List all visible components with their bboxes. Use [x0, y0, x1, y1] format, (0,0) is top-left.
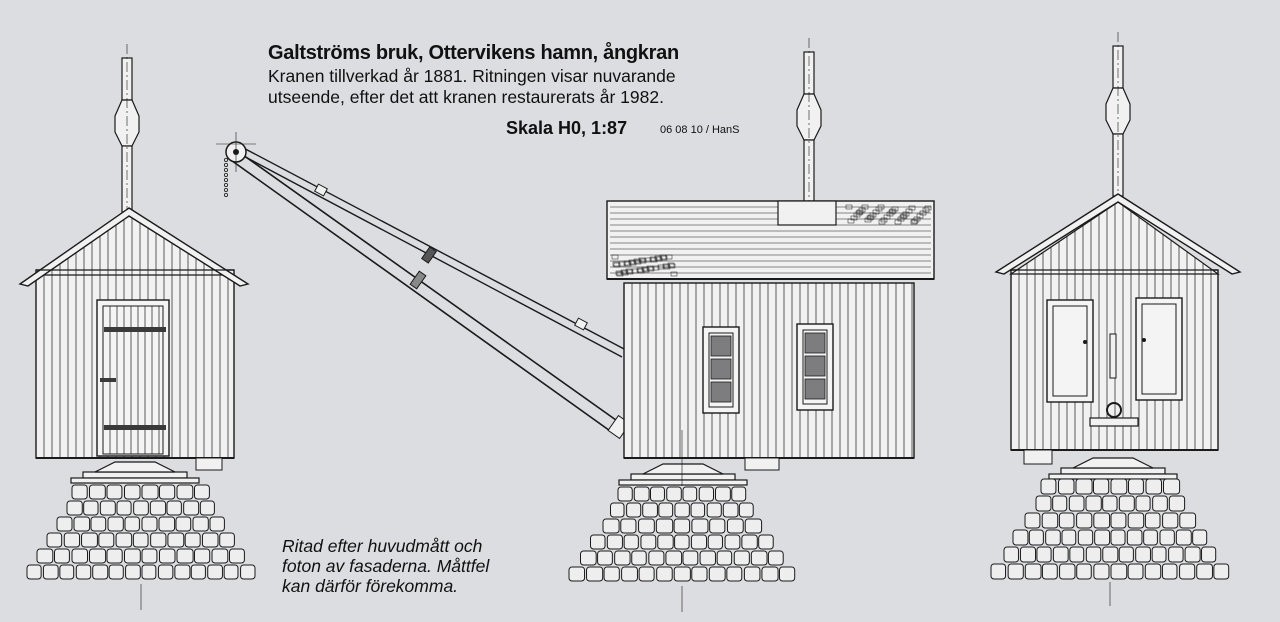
left-house [20, 208, 248, 470]
crane-jib [216, 132, 630, 438]
subtitle-line-1: Kranen tillverkad år 1881. Ritningen visar nuvarande [268, 66, 676, 86]
left-pedestal [27, 485, 255, 579]
subtitle-line-2: utseende, efter det att kranen restaurerats år 1982. [268, 87, 664, 107]
right-pedestal [991, 479, 1229, 579]
centre-window-1 [703, 327, 739, 413]
centre-window-2 [797, 324, 833, 410]
centre-chimney [797, 38, 821, 214]
scale-label: Skala H0, 1:87 [506, 118, 628, 138]
drawing-subtitle [268, 66, 768, 108]
note-line-1: Ritad efter huvudmått och [282, 536, 483, 556]
left-turntable [71, 462, 199, 483]
right-chimney [1106, 32, 1130, 206]
left-door [97, 300, 169, 456]
right-hatch-2 [1136, 298, 1182, 400]
centre-turntable [619, 464, 747, 485]
right-hatch-1 [1047, 300, 1093, 402]
right-turntable [1049, 458, 1177, 479]
right-house [996, 194, 1240, 464]
note-line-3: kan därför förekomma. [282, 576, 459, 596]
left-chimney [115, 44, 139, 222]
note-line-2: foton av fasaderna. Måttfel [282, 556, 490, 576]
credit-label: 06 08 10 / HanS [660, 124, 740, 136]
drawing-title: Galtströms bruk, Ottervikens hamn, ångkran [268, 42, 679, 64]
centre-house [607, 201, 934, 470]
centre-pedestal [569, 487, 795, 581]
disclaimer-note [282, 536, 522, 596]
